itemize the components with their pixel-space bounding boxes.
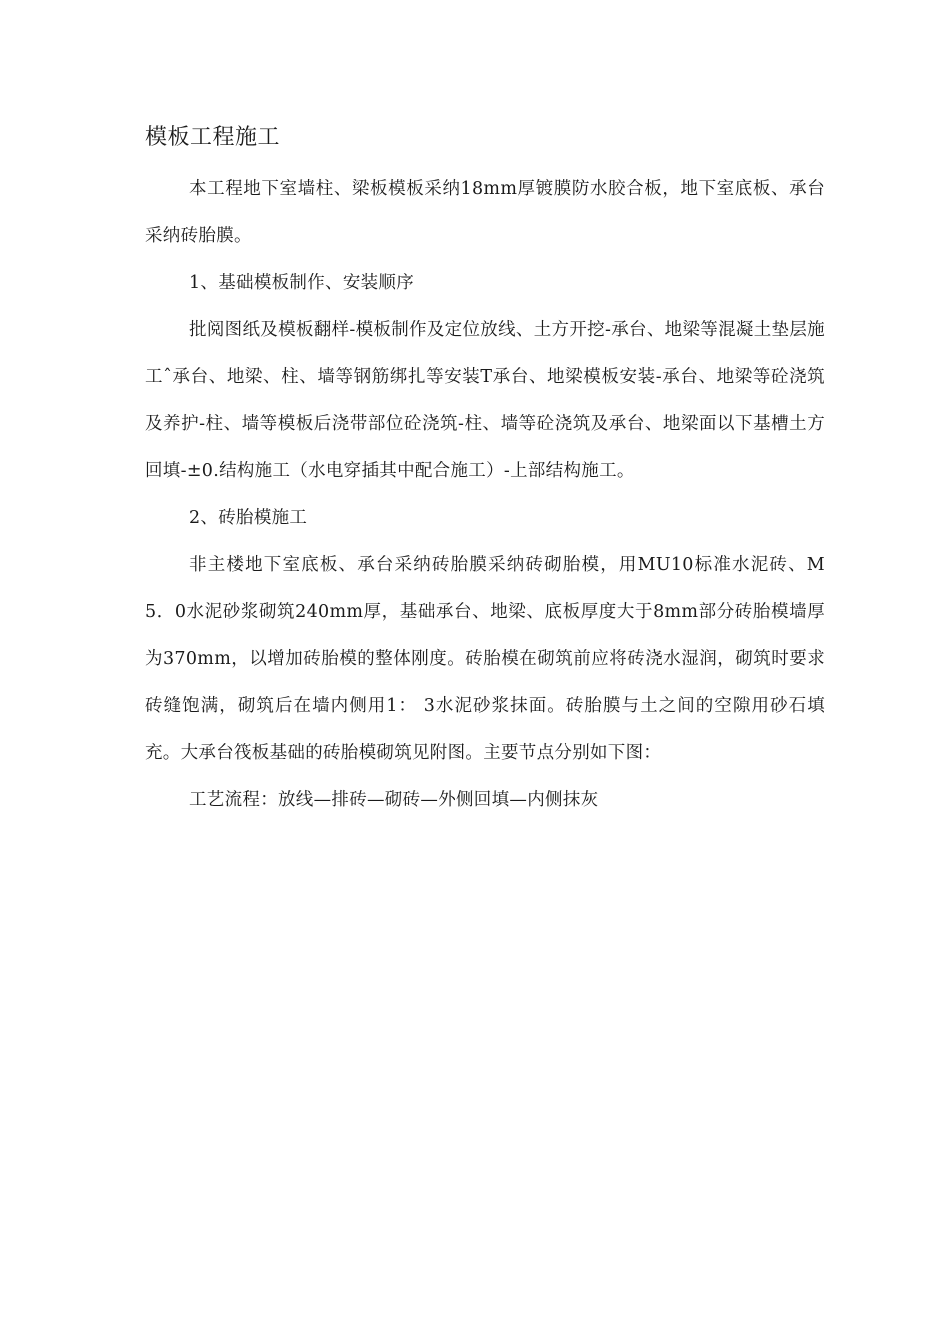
document-body bbox=[145, 118, 825, 824]
paragraph-intro: 本工程地下室墙柱、梁板模板采纳18mm厚镀膜防水胶合板，地下室底板、承台采纳砖胎膜。 bbox=[145, 179, 825, 246]
section-heading-foundation-formwork: 1、基础模板制作、安装顺序 bbox=[189, 273, 415, 293]
document-title: 模板工程施工 bbox=[145, 125, 281, 150]
section-heading-brick-mold: 2、砖胎模施工 bbox=[189, 508, 308, 528]
paragraph-construction-sequence: 批阅图纸及模板翻样-模板制作及定位放线、土方开挖-承台、地梁等混凝土垫层施工ˆ承台、地梁、柱、墙等钢筋绑扎等安装T承台、地梁模板安装-承台、地梁等砼浇筑及养护-柱、墙等模板后浇带部位砼浇筑-柱、墙等砼浇筑及承台、地梁面以下基槽土方回填-±0.结构施工（水电穿插其中配合施工）-上部结构施工。 bbox=[145, 320, 825, 481]
paragraph-process-flow: 工艺流程：放线—排砖—砌砖—外侧回填—内侧抹灰 bbox=[189, 790, 599, 810]
paragraph-brick-mold-details: 非主楼地下室底板、承台采纳砖胎膜采纳砖砌胎模，用MU10标准水泥砖、M5．0水泥砂浆砌筑240mm厚，基础承台、地梁、底板厚度大于8mm部分砖胎模墙厚为370mm，以增加砖胎模的整体刚度。砖胎模在砌筑前应将砖浇水湿润，砌筑时要求砖缝饱满，砌筑后在墙内侧用1： 3水泥砂浆抹面。砖胎膜与土之间的空隙用砂石填充。大承台筏板基础的砖胎模砌筑见附图。主要节点分别如下图： bbox=[145, 555, 825, 763]
